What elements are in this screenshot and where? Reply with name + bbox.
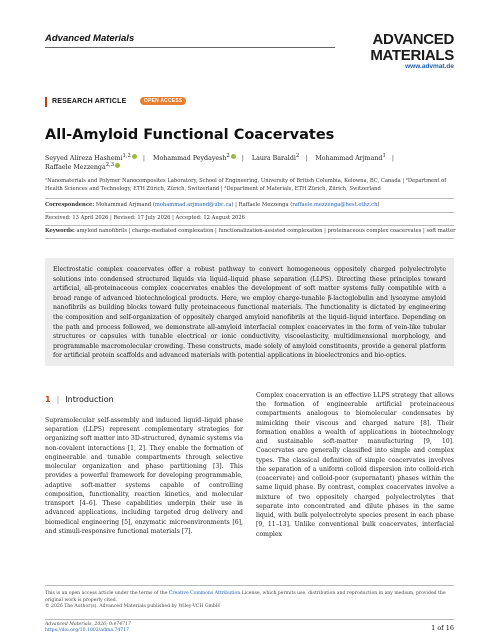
abstract-text: Electrostatic complex coacervates offer a robust pathway to convert homogeneous oppositely charged polyelectrolyte solutions into condensed structured liquids via liquid–liquid phase separation (LLPS). Directing these principles toward artificial, all-proteinaceous complex coacervates enables the development of soft matter systems fully compatible with a broad range of advanced biotechnological products. Here, we employ charge-tunable β-lactoglobulin and lysozyme amyloid nanofibrils as building blocks toward fully proteinaceous functional materials. The functionality is dictated by engineering the composition and self-organization of oppositely charged amyloid nanofibrils at the liquid–liquid interface. Depending on the path and process followed, we demonstrate all-amyloid interfacial complex coacervates in the form of vein-like tubular structures or capsules with tunable electrical or ionic conductivity, viscoelasticity, multidimensional morphology, and programmable macromolecular crowding. These constructs, made solely of amyloid constituents, provide a general platform for artificial protein scaffolds and advanced materials with potential applications in bioelectronics and bio-optics. <box>53 266 446 360</box>
author-name[interactable]: Laura Baraldi <box>251 155 296 163</box>
copyright: © 2026 The Author(s). Advanced Materials published by Wiley-VCH GmbH <box>45 604 220 610</box>
header-divider <box>45 47 335 48</box>
email-link[interactable]: mohammad.arjmand@ubc.ca <box>154 202 232 208</box>
license-text: This is an open access article under the terms of the <box>45 591 169 596</box>
section-title: Introduction <box>65 395 114 404</box>
journal-title: Advanced Materials <box>45 33 135 44</box>
correspondence-label: Correspondence: <box>45 202 95 208</box>
journal-logo <box>362 32 454 63</box>
correspondence <box>45 202 465 208</box>
article-type: RESEARCH ARTICLE <box>52 98 127 105</box>
footer-divider <box>45 585 454 586</box>
author-list: Seyyed Alireza Hashemi$^{1,2}$ | Mohammad Peydayesh$^2$ | Laura Baraldi$^2$ | Mohammad Arjmand$^1$ | Raffaele Mezzenga$^{2,3}$ <box>45 153 394 172</box>
author-affiliation-sup: 1,2 <box>122 153 131 159</box>
logo-line-1: ADVANCED <box>372 31 454 48</box>
section-heading: 1 | Introduction <box>45 395 114 404</box>
author-affiliation-sup: 1 <box>382 153 386 159</box>
author-name[interactable]: Raffaele Mezzenga <box>45 164 106 172</box>
body-column-left: Supramolecular self-assembly and induced liquid–liquid phase separation (LLPS) represent complementary strategies for organizing soft matter into 3D-structured, dynamic systems via non-covalent interactions [1, 2]. They enable the formation of engineerable and tunable compartments through selective molecular organization and phase partitioning [3]. This provides a powerful framework for developing programmable, adaptive soft-matter systems capable of controlling composition, functionality, reaction kinetics, and molecular transport [4–6]. These capabilities underpin their use in advanced applications, including targeted drug delivery and biomedical engineering [5], enzymatic microenvironments [6], and stimuli-responsive functional materials [7]. <box>45 417 243 535</box>
citation <box>45 622 131 634</box>
divider <box>45 225 454 226</box>
email-link[interactable]: raffaele.mezzenga@hest.ethz.ch <box>292 202 378 208</box>
license-notice <box>45 591 457 611</box>
author-affiliation-sup: 2,3 <box>105 162 115 169</box>
author-name[interactable]: Seyyed Alireza Hashemi <box>45 155 123 163</box>
author-name[interactable]: Mohammad Arjmand <box>315 155 383 163</box>
affiliations: ¹Nanomaterials and Polymer Nanocomposites Laboratory, School of Engineering, University of British Columbia, Kelowna, BC, Canada | ²Department of Health Sciences and Technology, ETH Zürich, Zürich, Switzerland | ³Department of Materials, ETH Zürich, Zürich, Switzerland <box>45 178 447 192</box>
author-affiliation-sup: 2 <box>295 153 300 159</box>
doi-link[interactable]: https://doi.org/10.1002/adma.74717 <box>45 628 130 634</box>
article-dates: Received: 13 April 2026 | Revised: 17 July 2026 | Accepted: 12 August 2026 <box>45 215 245 221</box>
divider <box>45 198 454 199</box>
abstract-box <box>45 258 454 366</box>
correspondence-text: Mohammad Arjmand ( <box>95 202 155 208</box>
section-number: 1 <box>45 395 51 404</box>
author-affiliation-sup: 2 <box>226 153 230 159</box>
orcid-icon[interactable] <box>231 154 236 159</box>
license-link[interactable]: Creative Commons Attribution <box>168 591 241 596</box>
keywords <box>45 228 465 234</box>
divider <box>45 212 454 213</box>
journal-url-link[interactable]: www.advmat.de <box>405 63 454 70</box>
citation-text: Advanced Materials, 2026; 0:e74717 <box>45 622 131 627</box>
correspondence-text: ) <box>377 202 380 208</box>
license-text: License, which permits use, distribution and reproduction in any medium, provided the original work is properly cited. <box>45 591 446 603</box>
logo-line-2: MATERIALS <box>370 47 454 64</box>
page-number: 1 of 16 <box>431 624 454 632</box>
orcid-icon[interactable] <box>115 163 120 168</box>
body-column-right: Complex coacervation is an effective LLPS strategy that allows the formation of engineerable artificial proteinaceous compartments analogous to biomolecular condensates by mimicking their viscous and charged nature [8]. Their formation enables a wealth of applications in biotechnology and sustainable soft-matter manufacturing [9, 10]. Coacervates are generally classified into simple and complex types. The classical definition of simple coacervates involves the separation of a uniform colloid dispersion into colloid-rich (coacervate) and colloid-poor (supernatant) phases within the same liquid phase. By contrast, complex coacervates involve a mixture of two oppositely charged polyelectrolytes that separate into concentrated and dilute phases in the same liquid, with bulk polyelectrolyte species present in each phase [9, 11–13]. Unlike conventional bulk coacervates, interfacial complex <box>256 392 454 538</box>
open-access-badge: OPEN ACCESS <box>140 97 186 105</box>
author-name[interactable]: Mohammad Peydayesh <box>153 155 227 163</box>
correspondence-text: ) | Raffaele Mezzenga ( <box>231 202 293 208</box>
article-title: All-Amyloid Functional Coacervates <box>45 127 335 143</box>
divider <box>45 238 454 239</box>
keywords-text: amyloid nanofibrils | charge-mediated complexation | functionalization-assisted complexation | proteinaceous complex coacervates | soft matter <box>76 228 456 234</box>
orcid-icon[interactable] <box>132 154 137 159</box>
keywords-label: Keywords: <box>45 228 75 234</box>
footer-divider <box>45 619 454 620</box>
section-marker <box>45 97 47 107</box>
